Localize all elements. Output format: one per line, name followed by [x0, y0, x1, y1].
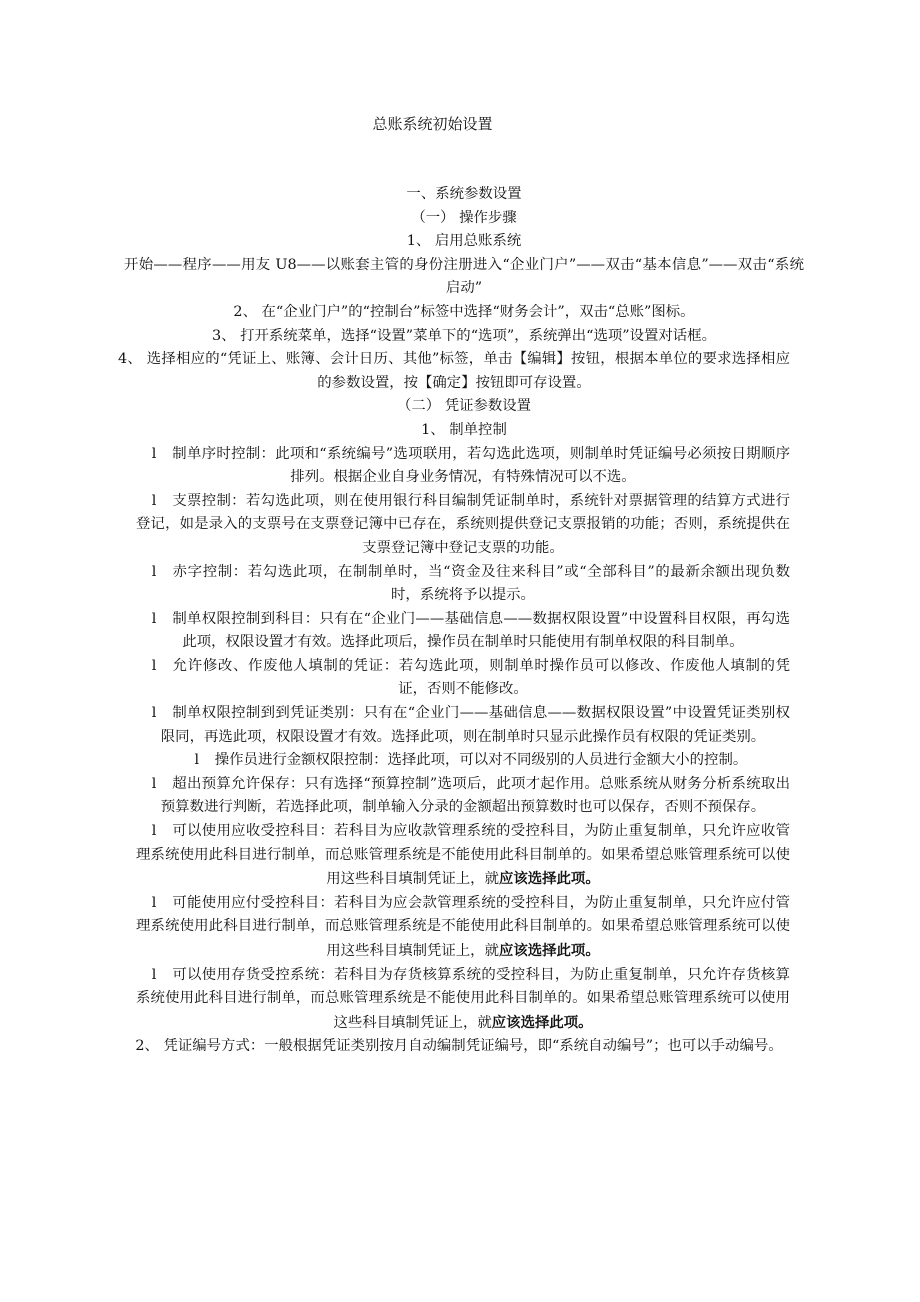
option-text: 可能使用应付受控科目：若科目为应会款管理系统的受控科目，为防止重复制单，只允许应付管理系统使用此科目进行制单，而总账管理系统是不能使用此科目制单的。如果希望总账管理系统可以使用这些科目填制凭证上，就	[136, 894, 790, 959]
emphasis-text: 应该选择此项。	[498, 942, 600, 959]
section-heading: 一、系统参数设置	[406, 186, 522, 202]
step-text: 开始——程序——用友 U8——以账套主管的身份注册进入“企业门户”——双击“基本信息”——双击“系统启动”	[124, 256, 804, 297]
option-item	[136, 608, 790, 655]
option-item	[136, 561, 790, 608]
option-item	[136, 964, 790, 1036]
option-text: 支票控制：若勾选此项，则在使用银行科目编制凭证制单时，系统针对票据管理的结算方式进行登记，如是录入的支票号在支票登记簿中已存在，系统则提供登记支票报销的功能；否则，系统提供在支票登记簿中登记支票的功能。	[136, 492, 790, 556]
bullet-marker: l	[194, 752, 200, 769]
bullet-marker: l	[151, 492, 157, 509]
bullet-marker: l	[151, 823, 157, 840]
bullet-marker: l	[151, 966, 157, 983]
bullet-marker: l	[151, 610, 157, 627]
option-text: 制单权限控制到科目：只有在“企业门——基础信息——数据权限设置”中设置科目权限，再勾选此项，权限设置才有效。选择此项后，操作员在制单时只能使用有制单权限的科目制单。	[172, 610, 790, 651]
bullet-marker: l	[151, 657, 157, 674]
emphasis-text: 应该选择此项。	[498, 870, 600, 888]
step-3: 3、 打开系统菜单，选择“设置”菜单下的“选项”，系统弹出“选项”设置对话框。	[212, 327, 716, 344]
option-text: 赤字控制：若勾选此项，在制制单时，当“资金及往来科目”或“全部科目”的最新余额出现负数时，系统将予以提示。	[172, 563, 790, 604]
document-title: 总账系统初始设置	[372, 115, 493, 133]
option-text: 操作员进行金额权限控制：选择此项，可以对不同级别的人员进行金额大小的控制。	[214, 752, 748, 769]
option-list	[138, 443, 790, 1036]
option-item	[136, 655, 790, 702]
option-text: 允许修改、作废他人填制的凭证：若勾选此项，则制单时操作员可以修改、作废他人填制的凭证，否则不能修改。	[172, 657, 790, 698]
option-text: 可以使用存货受控系统：若科目为存货核算系统的受控科目，为防止重复制单，只允许存货核算系统使用此科目进行制单，而总账管理系统是不能使用此科目制单的。如果希望总账管理系统可以使用这些科目填制凭证上，就	[136, 966, 790, 1031]
subsection-heading-2: （二） 凭证参数设置	[396, 398, 532, 415]
step-2: 2、 在“企业门户”的“控制台”标签中选择“财务会计”，双击“总账”图标。	[233, 303, 695, 320]
bullet-marker: l	[151, 894, 157, 911]
option-text: 超出预算允许保存：只有选择“预算控制”选项后，此项才起作用。总账系统从财务分析系统取出预算数进行判断，若选择此项，制单输入分录的金额超出预算数时也可以保存，否则不预保存。	[160, 775, 790, 816]
emphasis-text: 应该选择此项。	[491, 1013, 593, 1031]
option-item	[136, 702, 790, 749]
bullet-marker: l	[151, 445, 157, 462]
document-body	[118, 183, 804, 1059]
option-text: 可以使用应收受控科目：若科目为应收款管理系统的受控科目，为防止重复制单，只允许应收管理系统使用此科目进行制单，而总账管理系统是不能使用此科目制单的。如果希望总账管理系统可以使用这些科目填制凭证上，就	[136, 823, 790, 888]
bullet-marker: l	[151, 775, 157, 792]
option-item	[136, 773, 790, 820]
bullet-marker: l	[151, 705, 157, 722]
subsection-heading: （一） 操作步骤	[411, 209, 517, 226]
option-item	[136, 749, 790, 773]
option-text: 制单序时控制：此项和“系统编号”选项联用，若勾选此选项，则制单时凭证编号必须按日期顺序排列。根据企业自身业务情况，有特殊情况可以不选。	[172, 445, 790, 486]
option-item	[136, 443, 790, 490]
option-text: 制单权限控制到到凭证类别：只有在“企业门——基础信息——数据权限设置”中设置凭证类别权限同，再选此项，权限设置才有效。选择此项，则在制单时只显示此操作员有权限的凭证类别。	[160, 705, 790, 745]
option-item	[136, 892, 790, 964]
subsection-item: 1、 制单控制	[421, 421, 507, 438]
option-item	[136, 820, 790, 892]
numbering-method: 2、 凭证编号方式：一般根据凭证类别按月自动编制凭证编号，即“系统自动编号”；也可以手动编号。	[135, 1038, 783, 1055]
bullet-marker: l	[151, 563, 157, 580]
option-item	[136, 490, 790, 561]
step-title: 1、 启用总账系统	[406, 233, 522, 250]
step-4: 4、 选择相应的“凭证上、账簿、会计日历、其他”标签，单击【编辑】按钮，根据本单位的要求选择相应的参数设置，按【确定】按钮即可存设置。	[118, 351, 790, 391]
